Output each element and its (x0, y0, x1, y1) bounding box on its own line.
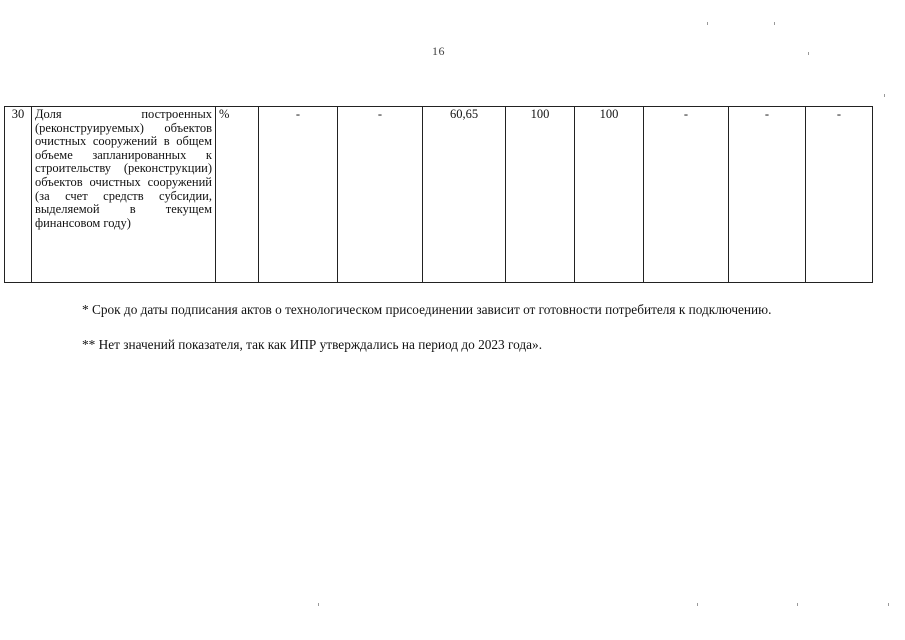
scan-speck (888, 603, 889, 606)
value-cell: 100 (506, 107, 575, 283)
value-cell: - (259, 107, 338, 283)
indicator-name-cell: Доля построенных (реконструируемых) объектов очистных сооружений в общем объеме запланированных к строительству (реконструкции) объектов очистных сооружений (за счет средств субсидии, выделяемой в текущем финансовом году) (32, 107, 216, 283)
footnote-no-values: ** Нет значений показателя, так как ИПР утверждались на период до 2023 года». (82, 337, 543, 352)
value-cell: - (338, 107, 423, 283)
page-number: 16 (432, 44, 445, 58)
scan-speck (774, 22, 775, 25)
value-cell: 100 (575, 107, 644, 283)
scan-speck (318, 603, 319, 606)
row-number-cell: 30 (5, 107, 32, 283)
scan-speck (884, 94, 885, 97)
value-cell: - (644, 107, 729, 283)
indicators-table (4, 106, 873, 283)
scan-speck (707, 22, 708, 25)
scan-speck (808, 52, 809, 55)
table-row (5, 107, 873, 283)
footnote-connection-deadline: * Срок до даты подписания актов о технологическом присоединении зависит от готовности потребителя к подключению. (82, 302, 772, 317)
scan-speck (697, 603, 698, 606)
value-cell: 60,65 (423, 107, 506, 283)
value-cell: - (729, 107, 806, 283)
value-cell: - (806, 107, 873, 283)
scan-speck (797, 603, 798, 606)
unit-cell: % (216, 107, 259, 283)
